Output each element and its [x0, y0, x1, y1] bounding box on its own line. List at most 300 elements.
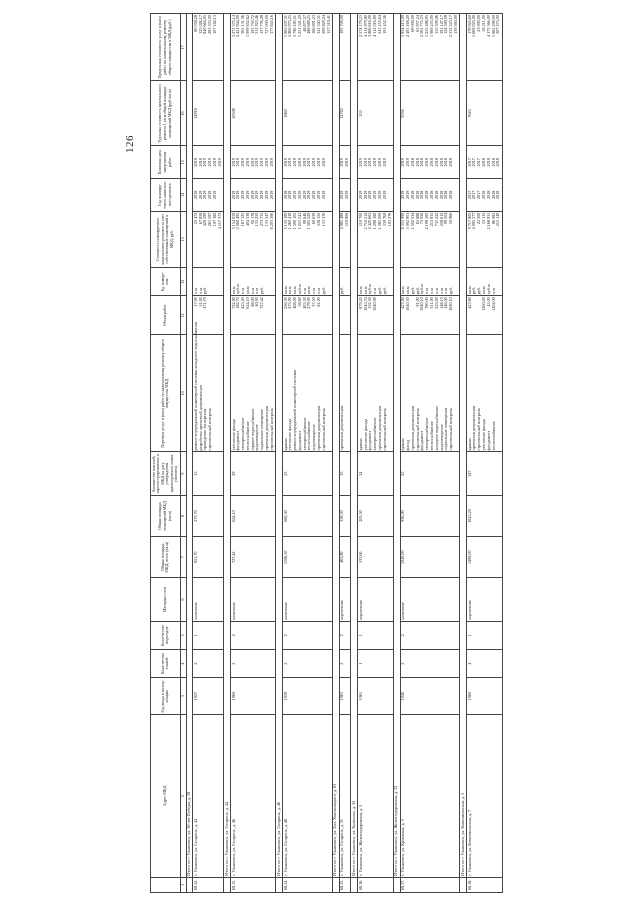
cell-line: 3 271 375,14 [230, 15, 236, 37]
cell-line: 273 733 [259, 212, 265, 227]
cell-line: 2018 [495, 158, 501, 167]
cell-line: 91,00 [414, 297, 420, 307]
premises-area-cell: 358,30 [339, 495, 351, 536]
cell-line: 2017 [476, 190, 482, 200]
repair-year-cell [358, 179, 394, 212]
cell-line: 1045,74 [362, 297, 368, 311]
cell-line: 157 519,41 [325, 15, 331, 34]
premises-area-cell: 203,50 [358, 495, 394, 536]
cell-line: кв.м [357, 286, 363, 295]
cell-line: 404 538 [244, 212, 250, 227]
cell-line: 2 421 944,00 [235, 15, 241, 37]
cell-line: утепление фасада [230, 418, 236, 451]
completion-cell [283, 146, 333, 179]
cell-line: проектная документация [409, 406, 415, 451]
residents-cell: 25 [400, 452, 460, 495]
header-cell: Ед. измере-ния [151, 268, 181, 296]
cell-line: 1360,00 [480, 297, 486, 311]
colnum-cell: 7 [180, 537, 186, 578]
works-cell [231, 335, 276, 452]
cell-line: 2019 [230, 158, 236, 167]
limit-cost-cell [467, 14, 503, 81]
cell-line: 2019 [376, 158, 382, 167]
cell-line: 22 500 [476, 212, 482, 225]
premises-area-cell: 275,70 [193, 495, 224, 536]
cell-line: 2019 [216, 158, 222, 167]
cell-line: 2018 [443, 190, 449, 200]
cell-line: 2019 [296, 190, 302, 200]
cell-line [340, 297, 345, 333]
cell-line: 2018 [438, 158, 444, 167]
cell-line: 1040,10 [419, 297, 425, 311]
unit-cost-cell: 353 [358, 81, 394, 146]
completion-cell [193, 146, 224, 179]
cell-line: 261 597 [207, 212, 213, 227]
cell-line: 73 056 [419, 212, 425, 225]
floors-cell: 1 [358, 649, 394, 677]
cell-line: 193 276 [386, 212, 392, 227]
header-cell: Год ввода в эксплу-атацию [151, 678, 181, 715]
cell-line: 86 085 [490, 212, 496, 225]
total-area-cell: 463,80 [339, 537, 351, 578]
cell-line: теплоснабжение [428, 421, 434, 451]
cell-line: 1 099 852,62 [244, 15, 250, 37]
cell-line: 2019 [259, 190, 265, 200]
header-row [151, 14, 181, 893]
cell-line: 427,80 [466, 297, 472, 309]
cell-line: куб.м [367, 284, 373, 295]
total-area-cell: 1499,00 [467, 537, 503, 578]
cell-line: 2019 [339, 158, 345, 167]
repair-year-cell [467, 179, 503, 212]
cell-line: 2018 [443, 158, 449, 167]
colnum-cell: 9 [180, 452, 186, 495]
cell-line: 6 203 306 [268, 212, 274, 230]
cell-line: 45,00 [485, 297, 491, 307]
cell-line: 107 182,13 [212, 15, 218, 34]
cell-line: подвальное помещение [259, 408, 265, 451]
wall-material-cell: каменные [400, 578, 460, 621]
floors-cell: 2 [283, 649, 333, 677]
cell-line: 2019 [372, 158, 378, 167]
cell-line: 2019 [249, 158, 255, 167]
cell-line: 403,30 [301, 297, 307, 309]
cell-line: руб. [471, 286, 477, 295]
cell-line: электроснабжение [301, 417, 307, 451]
cell-line: 2019 [254, 190, 260, 200]
cell-line: кв.м [466, 286, 472, 295]
cell-line: 258 612 [438, 212, 444, 227]
colnum-cell: 10 [180, 335, 186, 452]
cell-line: 2018 [409, 190, 415, 200]
cell-line: куб.м [419, 284, 425, 295]
colnum-cell: 4 [180, 649, 186, 677]
total-row [186, 14, 193, 893]
cell-line: 2019 [282, 158, 288, 167]
unit-cost-cell: 7643 [467, 81, 503, 146]
cell-line: 99 646 [301, 212, 307, 225]
works-cell [467, 335, 503, 452]
cell-line: 139 560,00 [452, 15, 458, 34]
cell-line: электроснабжение [424, 417, 430, 451]
limit-cost-cell [400, 14, 460, 81]
total-label: Итого по г. Ульяновск, ул. Бол. Хмельницкого, д. 63 [332, 14, 339, 878]
cell-line: 879,20 [357, 297, 363, 309]
cell-line: 1 034 413,00 [400, 15, 406, 37]
cell-line: 4 117 373 [216, 212, 222, 230]
cell-line: 148,10 [438, 297, 444, 309]
entrances-cell: 1 [467, 621, 503, 649]
cell-line: 2019 [344, 158, 350, 167]
cell-line: кв.м [480, 286, 486, 295]
table-row [283, 14, 333, 893]
cell-line: 135 309,06 [433, 15, 439, 34]
total-row [460, 14, 467, 893]
unit-cell [231, 268, 276, 296]
limit-cost-cell [231, 14, 276, 81]
table-row [339, 14, 351, 893]
premises-area-cell: 682,30 [283, 495, 333, 536]
cell-line: п.м [433, 288, 439, 295]
cell-line: 37,50 [311, 297, 317, 307]
cost-cell [231, 211, 276, 267]
cell-line: 2018 [448, 158, 454, 167]
cell-line: 309 829,24 [320, 15, 326, 34]
table-row [231, 14, 276, 893]
header-cell: Общая площадь помещений МКД (кв.м) [151, 495, 181, 536]
unit-cell [358, 268, 394, 296]
cell-line: 48 877,57 [301, 15, 307, 32]
cell-line: руб. [202, 286, 208, 295]
premises-area-cell: 1043,20 [467, 495, 503, 536]
row-number: 68.13. [231, 877, 276, 892]
cell-line: руб. [259, 286, 265, 295]
colnum-cell: 3 [180, 678, 186, 715]
volume-cell [358, 296, 394, 335]
address-cell: г. Ульяновск, ул. Гагарина, д. 48 [283, 715, 333, 878]
cell-line: 2019 [197, 190, 203, 200]
volume-cell [339, 296, 351, 335]
header-cell: Удельная стоимость капитального ремонта 1 кв.м общей площади помещений МКД (руб./кв.м) [151, 81, 181, 146]
cell-line: 1040,00 [372, 297, 378, 311]
header-cell: Количество жителей, зарегист-рированных в МКД на дату утверждения краткосрочного плана (человек) [151, 452, 181, 495]
cell-line: фундамент [485, 430, 491, 451]
total-row [332, 14, 339, 893]
cell-line: 2019 [357, 190, 363, 200]
limit-cost-cell [283, 14, 333, 81]
cell-line: 2019 [235, 158, 241, 167]
cell-line: 51,00 [197, 297, 203, 307]
cell-line: 2018 [419, 190, 425, 200]
cell-line: п.м [443, 288, 449, 295]
cell-line: 2019 [296, 158, 302, 167]
total-spacer [186, 877, 193, 892]
cell-line: 1 385 000 [376, 212, 382, 230]
cell-line: 624,10 [244, 297, 250, 309]
cell-line: 80 058,28 [192, 15, 198, 32]
floors-cell: 2 [339, 649, 351, 677]
total-label: Итого по г. Ульяновск, ул. Калинина, д. 35 [351, 14, 358, 878]
cell-line: 65 888 [414, 212, 420, 225]
cell-line: 23 000,00 [476, 15, 482, 32]
total-area-cell: 533,60 [358, 537, 394, 578]
cell-line: 427,80 [400, 297, 406, 309]
volume-cell [467, 296, 503, 335]
total-spacer [393, 877, 400, 892]
cell-line: электроснабжение [372, 417, 378, 451]
cell-line: 157 776,28 [259, 15, 265, 34]
wall-material-cell: каменные [193, 578, 224, 621]
cell-line: 2018 [485, 158, 491, 167]
cell-line: 1 305 529 [306, 212, 312, 230]
cell-line: 2019 [207, 158, 213, 167]
total-row [393, 14, 400, 893]
volume-cell [400, 296, 460, 335]
cell-line: 17,00 [192, 297, 198, 307]
unit-cost-cell: 9536 [400, 81, 460, 146]
residents-cell: 147 [467, 452, 503, 495]
cell-line: кв.м [362, 286, 368, 295]
cell-line: 2019 [254, 158, 260, 167]
cell-line: 2019 [362, 190, 368, 200]
limit-cost-cell [193, 14, 224, 81]
cell-line: утепление фасада [362, 418, 368, 451]
cell-line: 9 717 805 [466, 212, 472, 230]
header-cell: Материал стен [151, 578, 181, 621]
cost-cell [400, 211, 460, 267]
repair-year-cell [339, 179, 351, 212]
cell-line: 2019 [316, 158, 322, 167]
colnum-cell: 5 [180, 621, 186, 649]
cell-line: п.м [197, 288, 203, 295]
floors-cell: 2 [231, 649, 276, 677]
residents-cell: 29 [231, 452, 276, 495]
year-cell: 1960 [231, 678, 276, 715]
cell-line: 1 669 025,00 [471, 15, 477, 37]
cell-line: куб.м [296, 284, 302, 295]
year-cell: 1960 [467, 678, 503, 715]
year-cell: 1959 [283, 678, 333, 715]
cell-line: 1404,00 [490, 297, 496, 311]
repair-year-cell [400, 179, 460, 212]
cell-line: п.м [311, 288, 317, 295]
cell-line: 4 981 488 [339, 212, 345, 230]
cell-line: 2019 [212, 158, 218, 167]
cell-line: 4 095 577 [471, 212, 477, 230]
cell-line: 2 574 179,23 [357, 15, 363, 37]
total-spacer [351, 877, 358, 892]
cell-line: руб. [409, 286, 415, 295]
cell-line: 1 251 541,20 [296, 15, 302, 37]
cell-line: 2018 [480, 158, 486, 167]
colnum-cell: 11 [180, 296, 186, 335]
cell-line: 1 253 488,95 [424, 15, 430, 37]
colnum-cell: 13 [180, 211, 186, 267]
cost-cell [193, 211, 224, 267]
cell-line: 92 178 [249, 212, 255, 225]
cell-line: строительный контроль [381, 408, 387, 451]
cell-line: крыша [282, 438, 288, 451]
cell-line: 2019 [376, 190, 382, 200]
cell-line: 177 843,16 [268, 15, 274, 34]
cell-line: п.м [490, 288, 496, 295]
cell-line: руб. [339, 286, 345, 295]
completion-cell [400, 146, 460, 179]
cell-line: крыша [357, 438, 363, 451]
cell-line: 225,00 [433, 297, 439, 309]
address-cell: г. Ульяновск, ул. Железнодорожная, д. 5 [358, 715, 394, 878]
works-cell [192, 322, 224, 452]
header-cell: Предельная стоимость услуг и (или) работ по капитальному ремонту общего имущества в МКД (руб.) [151, 14, 181, 81]
cell-line: 110 800 [344, 212, 350, 227]
cell-line: 2018 [424, 158, 430, 167]
total-row [224, 14, 231, 893]
table-body [186, 14, 502, 893]
address-cell: г. Ульяновск, ул. Гагарина, д. 46 [231, 715, 276, 878]
cell-line: 2 420 601 [367, 212, 373, 230]
cell-line: фасад [404, 439, 410, 451]
cell-line: кв.м [306, 286, 312, 295]
cell-line: руб. [414, 286, 420, 295]
year-cell: 1963 [339, 678, 351, 715]
total-spacer [460, 877, 467, 892]
row-number: 68.12. [193, 877, 224, 892]
cell-line: 191 730,72 [249, 15, 255, 34]
cell-line: 2018 [428, 190, 434, 200]
total-label: Итого по г. Ульяновск, ул. Гагарина, д. 46 [276, 14, 283, 878]
cell-line: п.м [424, 288, 430, 295]
cell-line: 2019 [367, 190, 373, 200]
cell-line: 301 147,17 [438, 15, 444, 34]
unit-cell [193, 268, 224, 296]
premises-area-cell: 936,90 [400, 495, 460, 536]
cell-line: 2019 [381, 190, 387, 200]
cell-line: теплоснабжение [244, 421, 250, 451]
cell-line: электроснабжение [240, 417, 246, 451]
cell-line: 5 092 901 [404, 212, 410, 230]
cell-line: 840 664,05 [202, 15, 208, 34]
cell-line: кв.м [230, 286, 236, 295]
cell-line: 2019 [306, 190, 312, 200]
cell-line: 2019 [207, 190, 213, 200]
cell-line: 2018 [414, 190, 420, 200]
cell-line: 2018 [485, 190, 491, 200]
cell-line: кв.м [282, 286, 288, 295]
cell-line: 341 340,31 [316, 15, 322, 34]
colnum-cell: 2 [180, 715, 186, 878]
works-cell [339, 335, 351, 452]
header-cell: Адрес МКД [151, 715, 181, 878]
cell-line: кв.м [244, 286, 250, 295]
cell-line: 2019 [240, 158, 246, 167]
cost-cell [339, 211, 351, 267]
cell-line: строительный контроль [476, 408, 482, 451]
cell-line: 2018 [282, 190, 288, 200]
entrances-cell: 2 [339, 621, 351, 649]
unit-cost-cell: 1660 [283, 81, 333, 146]
cell-line: проектная документация [316, 406, 322, 451]
row-number: 68.15. [339, 877, 351, 892]
cell-line: 2019 [339, 190, 345, 200]
cell-line: 311 923,46 [254, 15, 260, 34]
cell-line: горячее водоснабжение [249, 408, 255, 451]
cell-line: строительный контроль [448, 408, 454, 451]
cell-line: теплоснабжение [306, 421, 312, 451]
cell-line: 88,00 [249, 297, 255, 307]
cell-line: 2019 [240, 190, 246, 200]
colnum-cell: 16 [180, 81, 186, 146]
unit-cost-cell: 10508 [231, 81, 276, 146]
cell-line: 182,70 [235, 297, 241, 309]
cell-line: руб. [376, 286, 382, 295]
colnum-cell: 6 [180, 578, 186, 621]
cell-line: 2019 [301, 190, 307, 200]
cell-line: 2018 [490, 190, 496, 200]
cell-line: 338 150 [316, 212, 322, 227]
header-cell: Коли-чество этажей [151, 649, 181, 677]
cell-line: кв.м [404, 286, 410, 295]
cell-line: 488 689,25 [306, 15, 312, 34]
cell-line: 2019 [287, 158, 293, 167]
cell-line: 8 355 990 [400, 212, 406, 230]
works-cell [358, 335, 394, 452]
entrances-cell: 2 [283, 621, 333, 649]
cell-line: п.м [316, 288, 322, 295]
year-cell: 1940 [400, 678, 460, 715]
residents-cell: 24 [358, 452, 394, 495]
completion-cell [231, 146, 276, 179]
residents-cell: 15 [339, 452, 351, 495]
cell-line: 2 710 214 [362, 212, 368, 230]
cell-line: 727,42 [259, 297, 265, 309]
cell-line: 2018 [438, 190, 444, 200]
colnum-cell: 15 [180, 146, 186, 179]
completion-cell [467, 146, 503, 179]
cell-line: 2019 [244, 190, 250, 200]
cell-line: п.м [240, 288, 246, 295]
total-spacer [332, 877, 339, 892]
table-row [467, 14, 503, 893]
cell-line: 2019 [381, 158, 387, 167]
limit-cost-cell [339, 14, 351, 81]
cell-line: 191 452,56 [381, 15, 387, 34]
cell-line: 2019 [202, 190, 208, 200]
cell-line: фундамент [235, 430, 241, 451]
cell-line: руб. [320, 286, 326, 295]
completion-cell [358, 146, 394, 179]
cell-line: 2019 [249, 190, 255, 200]
cell-line: 1 796 183,51 [292, 15, 298, 37]
cell-line: 2 168 931 [485, 212, 491, 230]
table-row [193, 14, 224, 893]
cell-line: 107 182 [212, 212, 218, 227]
cell-line: 2018 [428, 158, 434, 167]
cell-line: 23 472 [192, 212, 198, 225]
cell-line: ремонт внутридомовой инженерной системы холодного водоснабжения [192, 322, 198, 451]
cell-line: 425,40 [240, 297, 246, 309]
cell-line: 2019 [367, 158, 373, 167]
cost-cell [283, 211, 333, 267]
cell-line: 1 502 034 [409, 212, 415, 230]
total-area-cell: 727,42 [231, 537, 276, 578]
cell-line: 1 069 233,00 [428, 15, 434, 37]
total-area-cell: 851,70 [193, 537, 224, 578]
cell-line: 2018 [433, 190, 439, 200]
cell-line: 475,90 [287, 297, 293, 309]
cell-line: 2019 [244, 158, 250, 167]
address-cell: г. Ульяновск, ул. Гагарина, д. 44 [193, 715, 224, 878]
cell-line: 4 173 566,00 [485, 15, 491, 37]
